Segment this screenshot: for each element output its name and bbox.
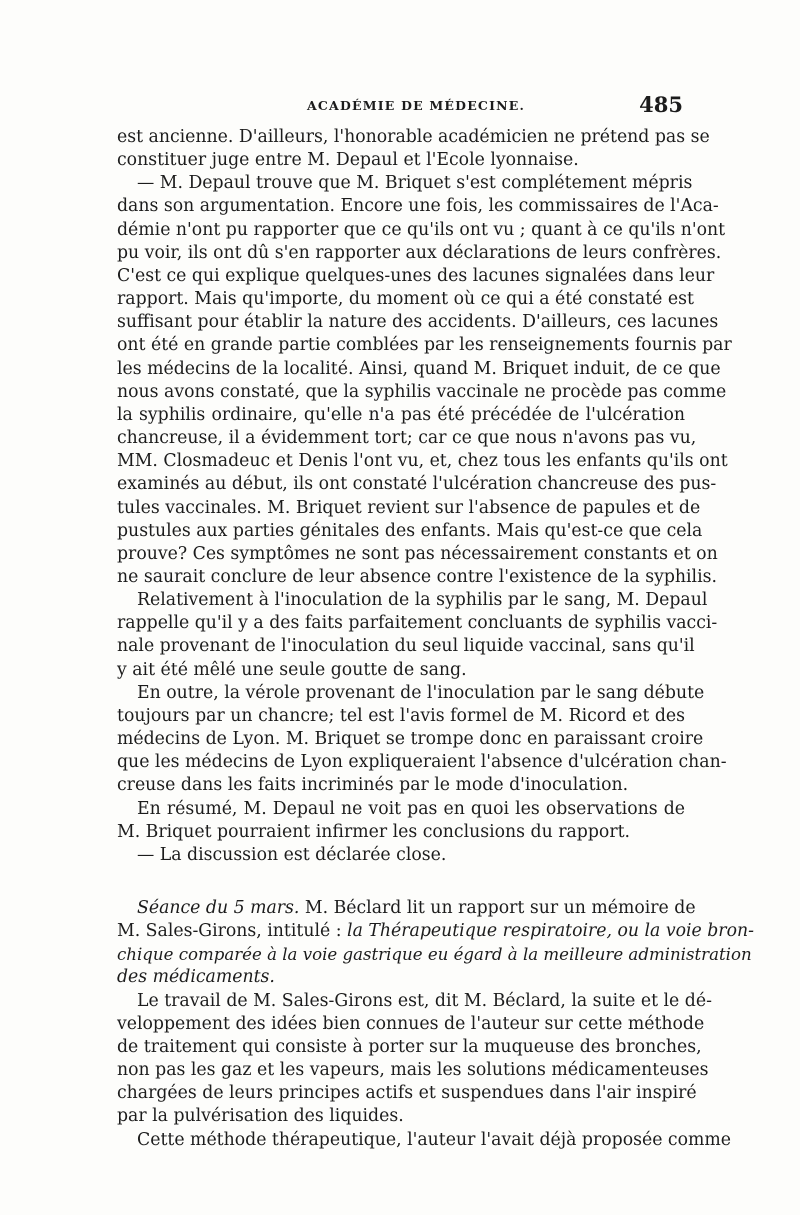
seance-date: Séance du 5 mars. — [137, 898, 300, 918]
paragraph-en-outre — [117, 682, 727, 798]
text-line: Relativement à l'inoculation de la syphilis par le sang, M. Depaul — [137, 590, 708, 611]
text-line: pustules aux parties génitales des enfants. Mais qu'est-ce que cela — [117, 520, 703, 541]
paragraph-resume — [117, 798, 685, 844]
text-line: démie n'ont pu rapporter que ce qu'ils ont vu ; quant à ce qu'ils n'ont — [117, 219, 726, 240]
text-line: ne saurait conclure de leur absence contre l'existence de la syphilis. — [117, 566, 717, 587]
text-line: rappelle qu'il y a des faits parfaitement concluants de syphilis vacci- — [117, 613, 718, 634]
text-line: creuse dans les faits incriminés par le mode d'inoculation. — [117, 775, 629, 796]
memoir-title-part: la Thérapeutique respiratoire, ou la voie bron- — [347, 921, 754, 942]
text-line — [117, 920, 754, 943]
text-line: veloppement des idées bien connues de l'auteur sur cette méthode — [117, 1013, 705, 1034]
seance-author: M. Sales-Girons, intitulé : — [117, 921, 348, 942]
text-line: médecins de Lyon. M. Briquet se trompe donc en paraissant croire — [117, 729, 704, 750]
book-page — [117, 92, 754, 1152]
paragraph-seance — [117, 897, 754, 990]
text-line: — La discussion est déclarée close. — [137, 844, 447, 865]
text-line: dans son argumentation. Encore une fois, les commissaires de l'Aca- — [117, 196, 719, 217]
text-line: chargées de leurs principes actifs et suspendues dans l'air inspiré — [117, 1083, 697, 1104]
text-line: nous avons constaté, que la syphilis vaccinale ne procède pas comme — [117, 381, 727, 402]
seance-intro: M. Béclard lit un rapport sur un mémoire de — [299, 898, 696, 918]
text-line: toujours par un chancre; tel est l'avis formel de M. Ricord et des — [117, 705, 685, 726]
text-line: suffisant pour établir la nature des accidents. D'ailleurs, ces lacunes — [117, 312, 719, 333]
text-line: En outre, la vérole provenant de l'inoculation par le sang débute — [137, 682, 705, 703]
text-line — [117, 897, 696, 920]
text-line: — M. Depaul trouve que M. Briquet s'est complétement mépris — [137, 173, 693, 194]
text-line: nale provenant de l'inoculation du seul liquide vaccinal, sans qu'il — [117, 636, 695, 657]
text-line: pu voir, ils ont dû s'en rapporter aux déclarations de leurs confrères. — [117, 242, 722, 263]
text-line: les médecins de la localité. Ainsi, quand M. Briquet induit, de ce que — [117, 358, 721, 379]
paragraph-methode — [117, 1129, 732, 1152]
page-number: 485 — [639, 92, 683, 117]
text-line: constituer juge entre M. Depaul et l'Ecole lyonnaise. — [117, 150, 579, 171]
text-line: est ancienne. D'ailleurs, l'honorable académicien ne prétend pas se — [117, 127, 710, 147]
text-line: M. Briquet pourraient infirmer les conclusions du rapport. — [117, 821, 631, 842]
text-line: y ait été mêlé une seule goutte de sang. — [117, 659, 467, 680]
section-gap — [117, 867, 685, 897]
text-line: MM. Closmadeuc et Denis l'ont vu, et, chez tous les enfants qu'ils ont — [117, 451, 728, 472]
paragraph-continuation — [117, 126, 710, 172]
running-title: ACADÉMIE DE MÉDECINE. — [307, 98, 526, 113]
text-line: de traitement qui consiste à porter sur la muqueuse des bronches, — [117, 1036, 702, 1057]
running-head — [117, 92, 685, 122]
paragraph-travail — [117, 990, 712, 1129]
paragraph-close — [117, 844, 685, 867]
memoir-title-part: des médicaments. — [117, 967, 275, 988]
paragraph-depaul-reply — [117, 172, 732, 589]
text-line: que les médecins de Lyon expliqueraient l'absence d'ulcération chan- — [117, 752, 727, 773]
text-line: Le travail de M. Sales-Girons est, dit M. Béclard, la suite et le dé- — [137, 990, 712, 1011]
text-line: ont été en grande partie comblées par les renseignements fournis par — [117, 335, 732, 356]
text-line: non pas les gaz et les vapeurs, mais les solutions médicamenteuses — [117, 1060, 709, 1081]
text-line: tules vaccinales. M. Briquet revient sur l'absence de papules et de — [117, 497, 701, 518]
text-line: examinés au début, ils ont constaté l'ulcération chancreuse des pus- — [117, 474, 717, 495]
text-line: par la pulvérisation des liquides. — [117, 1106, 404, 1127]
paragraph-inoculation — [117, 589, 718, 682]
text-line: la syphilis ordinaire, qu'elle n'a pas été précédée de l'ulcération — [117, 404, 685, 425]
text-line: rapport. Mais qu'importe, du moment où ce qui a été constaté est — [117, 289, 694, 310]
text-line: En résumé, M. Depaul ne voit pas en quoi les observations de — [137, 798, 685, 819]
text-line: Cette méthode thérapeutique, l'auteur l'avait déjà proposée comme — [137, 1129, 732, 1150]
memoir-title-part: chique comparée à la voie gastrique eu égard à la meilleure administration — [117, 945, 752, 965]
text-line: C'est ce qui explique quelques-unes des lacunes signalées dans leur — [117, 265, 715, 286]
body-text — [117, 126, 754, 1152]
text-line: prouve? Ces symptômes ne sont pas nécessairement constants et on — [117, 543, 718, 564]
text-line: chancreuse, il a évidemment tort; car ce que nous n'avons pas vu, — [117, 428, 697, 449]
